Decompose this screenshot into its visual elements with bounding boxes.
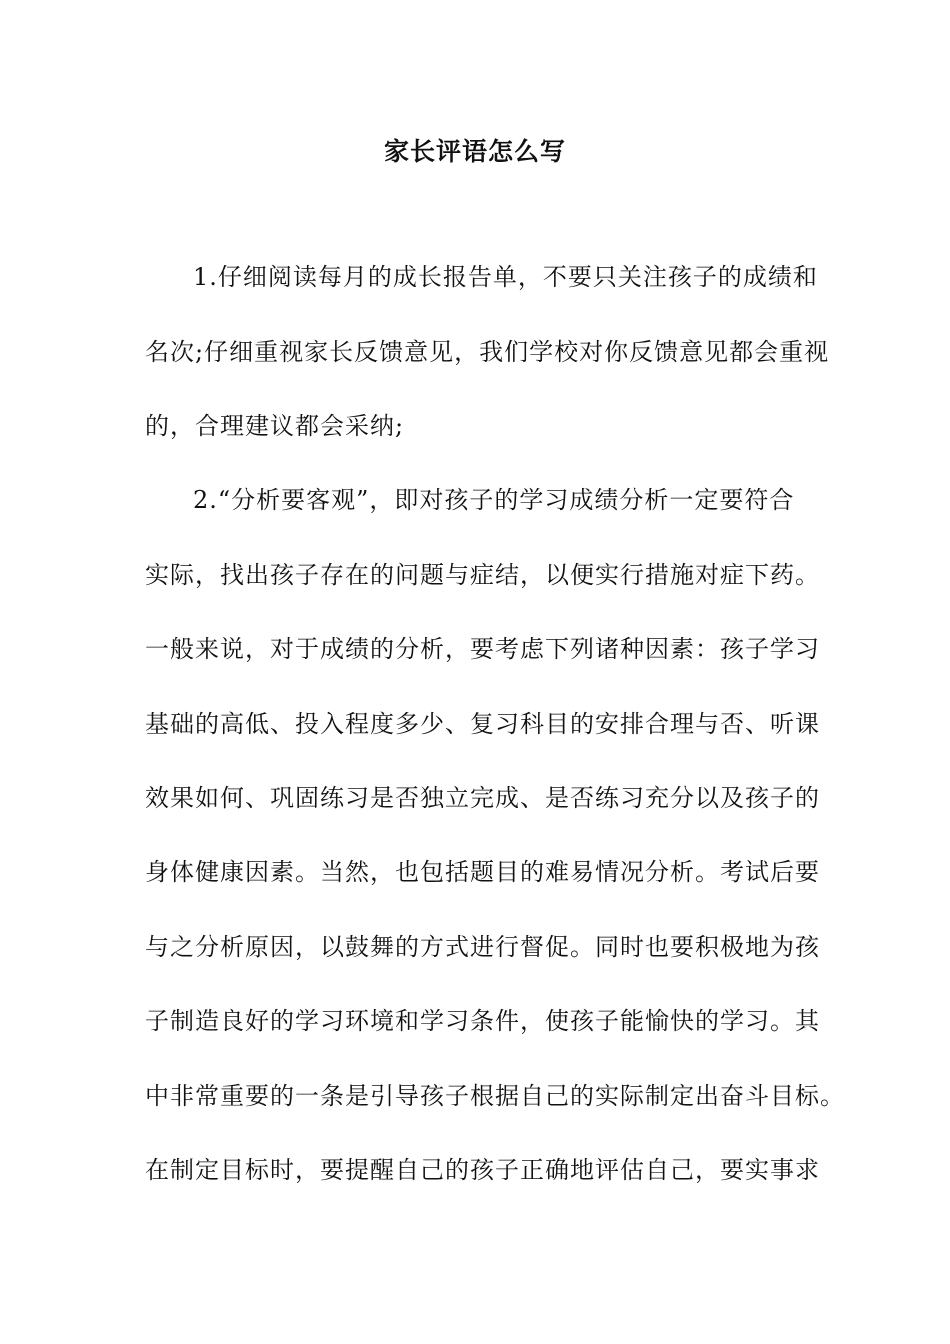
- paragraph-2-line-10: 在制定目标时，要提醒自己的孩子正确地评估自己，要实事求: [145, 1156, 820, 1184]
- paragraph-2-line-1: 2.“分析要客观”，即对孩子的学习成绩分析一定要符合: [193, 486, 795, 514]
- paragraph-1-line-1: 1.仔细阅读每月的成长报告单，不要只关注孩子的成绩和: [193, 263, 818, 291]
- paragraph-1-line-3: 的，合理建议都会采纳;: [145, 412, 405, 440]
- paragraph-2-line-2: 实际，找出孩子存在的问题与症结，以便实行措施对症下药。: [145, 561, 820, 589]
- paragraph-2-line-4: 基础的高低、投入程度多少、复习科目的安排合理与否、听课: [145, 710, 820, 738]
- paragraph-2-line-9: 中非常重要的一条是引导孩子根据自己的实际制定出奋斗目标。: [145, 1082, 845, 1110]
- paragraph-2-line-8: 子制造良好的学习环境和学习条件，使孩子能愉快的学习。其: [145, 1007, 820, 1035]
- paragraph-2-line-6: 身体健康因素。当然，也包括题目的难易情况分析。考试后要: [145, 858, 820, 886]
- paragraph-1-line-2: 名次;仔细重视家长反馈意见，我们学校对你反馈意见都会重视: [145, 338, 830, 366]
- document-title: 家长评语怎么写: [383, 137, 566, 166]
- paragraph-2-line-3: 一般来说，对于成绩的分析，要考虑下列诸种因素：孩子学习: [145, 635, 820, 663]
- paragraph-2-line-5: 效果如何、巩固练习是否独立完成、是否练习充分以及孩子的: [145, 784, 820, 812]
- paragraph-2-line-7: 与之分析原因，以鼓舞的方式进行督促。同时也要积极地为孩: [145, 933, 820, 961]
